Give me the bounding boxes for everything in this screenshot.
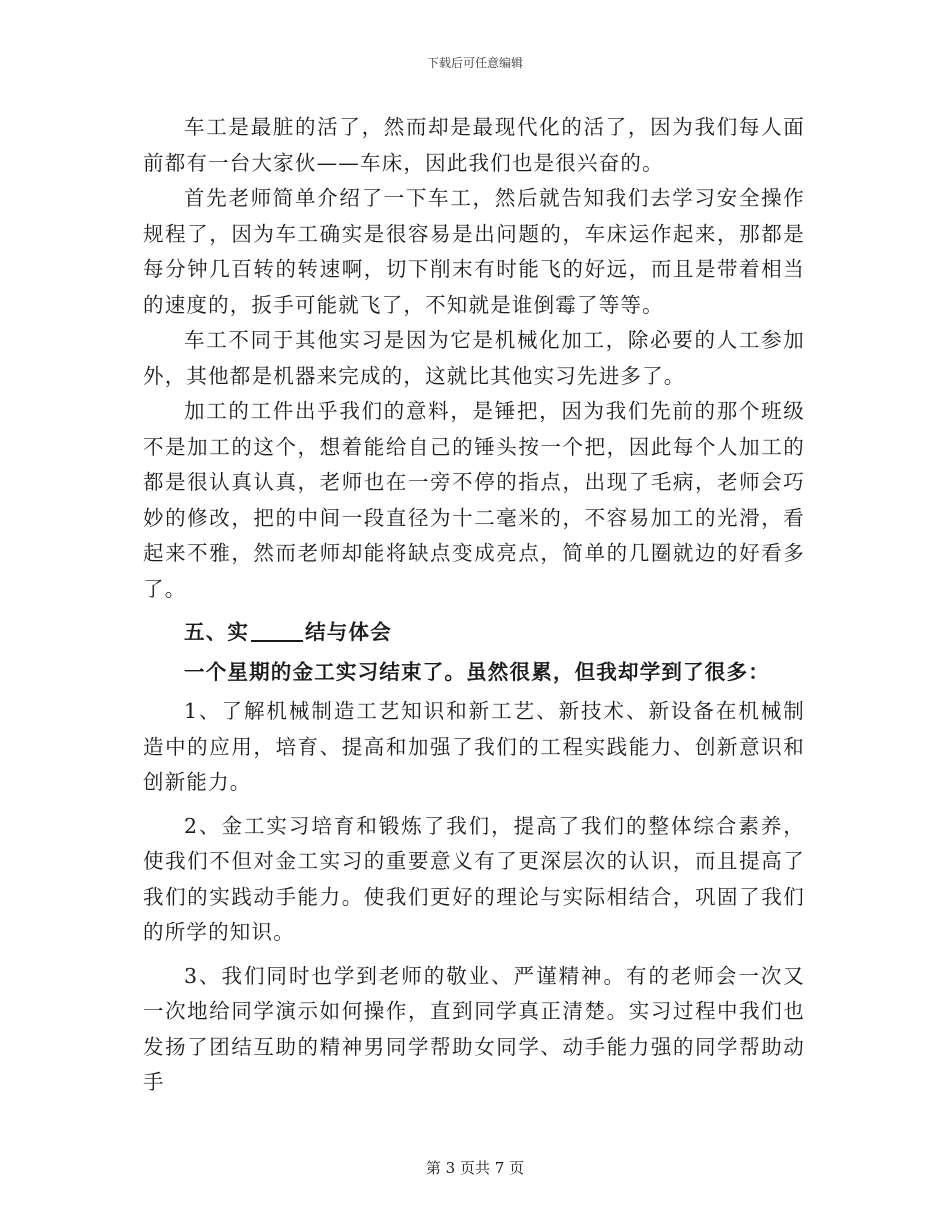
page-header: 下载后可任意编辑 bbox=[426, 56, 523, 70]
summary-item-2: 2、金工实习培育和锻炼了我们，提高了我们的整体综合素养，使我们不但对金工实习的重要意义有了更深层次的认识，而且提高了我们的实践动手能力。使我们更好的理论与实际相结合，巩固了我们的所学的知识。 bbox=[143, 813, 805, 944]
paragraph-mechanized: 车工不同于其他实习是因为它是机械化加工，除必要的人工参加外，其他都是机器来完成的，这就比其他实习先进多了。 bbox=[143, 328, 805, 388]
summary-item-3: 3、我们同时也学到老师的敬业、严谨精神。有的老师会一次又一次地给同学演示如何操作，直到同学真正清楚。实习过程中我们也发扬了团结互助的精神男同学帮助女同学、动手能力强的同学帮助动手 bbox=[143, 963, 805, 1094]
paragraph-safety-rules: 首先老师简单介绍了一下车工，然后就告知我们去学习安全操作规程了，因为车工确实是很容易是出问题的，车床运作起来，那都是每分钟几百转的转速啊，切下削末有时能飞的好远，而且是带着相当的速度的，扳手可能就飞了，不知就是谁倒霉了等等。 bbox=[143, 186, 805, 317]
paragraph-hammer-handle: 加工的工件出乎我们的意料，是锤把，因为我们先前的那个班级不是加工的这个，想着能给自己的锤头按一个把，因此每个人加工的都是很认真认真，老师也在一旁不停的指点，出现了毛病，老师会巧妙的修改，把的中间一段直径为十二毫米的，不容易加工的光滑，看起来不雅，然而老师却能将缺点变成亮点，简单的几圈就边的好看多了。 bbox=[143, 399, 805, 601]
section-heading-start: 五、实 bbox=[184, 620, 250, 644]
page-number: 第 3 页共 7 页 bbox=[425, 1159, 525, 1177]
paragraph-lathe-intro: 车工是最脏的活了，然而却是最现代化的活了，因为我们每人面前都有一台大家伙——车床，因此我们也是很兴奋的。 bbox=[143, 115, 805, 175]
summary-item-1: 1、了解机械制造工艺知识和新工艺、新技术、新设备在机械制造中的应用，培育、提高和加强了我们的工程实践能力、创新意识和创新能力。 bbox=[143, 699, 805, 794]
section-heading bbox=[143, 615, 805, 651]
document-body bbox=[143, 110, 805, 1101]
section-heading-end: 结与体会 bbox=[305, 620, 392, 644]
summary-lead: 一个星期的金工实习结束了。虽然很累，但我却学到了很多： bbox=[184, 659, 770, 684]
blank-underline bbox=[251, 620, 303, 642]
